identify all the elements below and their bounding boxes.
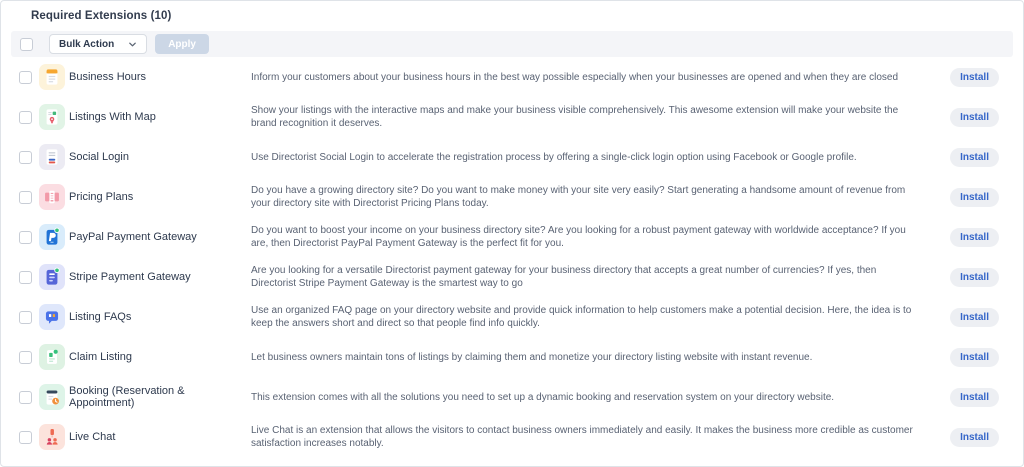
booking-icon [39,384,65,410]
row-checkbox[interactable] [19,431,32,444]
extension-row [1,177,1023,217]
bulk-action-select[interactable] [49,34,147,54]
social-login-icon [39,144,65,170]
row-checkbox[interactable] [19,311,32,324]
stripe-payment-gateway-icon [39,264,65,290]
claim-listing-icon [39,344,65,370]
extension-description: This extension comes with all the solutions you need to set up a dynamic booking and reservation system on your directory website. [251,391,835,403]
bulk-action-bar [11,31,1013,57]
apply-button[interactable]: Apply [155,34,209,54]
chevron-down-icon [128,40,137,49]
extension-row [1,377,1023,417]
install-button[interactable]: Install [950,388,999,407]
install-button[interactable]: Install [950,308,999,327]
extension-description: Use an organized FAQ page on your directory website and provide quick information to help customers make a potential decision. Here, the idea is to keep the answers short and direct so that people find info quickly. [251,305,912,329]
install-button[interactable]: Install [950,428,999,447]
page-title: Required Extensions (10) [31,10,172,22]
row-checkbox[interactable] [19,151,32,164]
extension-row [1,57,1023,97]
extension-description: Inform your customers about your business hours in the best way possible especially when your businesses are opened and when they are closed [251,71,899,83]
row-checkbox[interactable] [19,191,32,204]
live-chat-icon [39,424,65,450]
extension-name: PayPal Payment Gateway [69,231,197,243]
listings-with-map-icon [39,104,65,130]
install-button[interactable]: Install [950,188,999,207]
extension-row [1,257,1023,297]
row-checkbox[interactable] [19,71,32,84]
extension-name: Live Chat [69,431,116,443]
extension-name: Stripe Payment Gateway [69,271,191,283]
row-checkbox[interactable] [19,351,32,364]
business-hours-icon [39,64,65,90]
extension-row [1,137,1023,177]
install-button[interactable]: Install [950,148,999,167]
extension-description: Use Directorist Social Login to accelerate the registration process by offering a single-click login option using Facebook or Google profile. [251,151,857,163]
extension-description: Are you looking for a versatile Directorist payment gateway for your business directory that accepts a great number of currencies? If yes, then Directorist Stripe Payment Gateway is the smartest way to go [251,265,877,289]
install-button[interactable]: Install [950,268,999,287]
extension-row [1,417,1023,457]
extension-name: Booking (Reservation & Appointment) [69,385,185,409]
extension-description: Do you have a growing directory site? Do you want to make money with your site very easily? Start generating a handsome amount of revenue from your directory site with Directorist Pricing Plans today. [251,185,906,209]
card-header [1,1,1023,31]
extension-row [1,337,1023,377]
extension-row [1,297,1023,337]
extensions-list [1,57,1023,457]
extension-description: Live Chat is an extension that allows the visitors to contact business owners immediately and easily. It makes the business more credible as customer satisfaction increases notably. [251,425,913,449]
extension-name: Pricing Plans [69,191,134,203]
extension-row [1,217,1023,257]
bulk-action-select-value: Bulk Action [59,38,115,50]
extension-row [1,97,1023,137]
select-all-checkbox[interactable] [20,38,33,51]
paypal-payment-gateway-icon [39,224,65,250]
install-button[interactable]: Install [950,108,999,127]
row-checkbox[interactable] [19,111,32,124]
install-button[interactable]: Install [950,228,999,247]
install-button[interactable]: Install [950,348,999,367]
listing-faqs-icon [39,304,65,330]
extension-name: Listing FAQs [69,311,132,323]
row-checkbox[interactable] [19,391,32,404]
extension-description: Let business owners maintain tons of listings by claiming them and monetize your directory listing website with instant revenue. [251,351,813,363]
row-checkbox[interactable] [19,231,32,244]
install-button[interactable]: Install [950,68,999,87]
pricing-plans-icon [39,184,65,210]
extension-name: Listings With Map [69,111,156,123]
extension-name: Social Login [69,151,129,163]
extension-name: Business Hours [69,71,147,83]
extension-name: Claim Listing [69,351,132,363]
extension-description: Show your listings with the interactive maps and make your business visible comprehensively. This awesome extension will make your website the brand recognition it deserves. [251,105,899,129]
extension-description: Do you want to boost your income on your business directory site? Are you looking for a robust payment gateway with worldwide acceptance? If you are, then Directorist PayPal Payment Gateway is the perfect fit for you. [251,225,906,249]
row-checkbox[interactable] [19,271,32,284]
